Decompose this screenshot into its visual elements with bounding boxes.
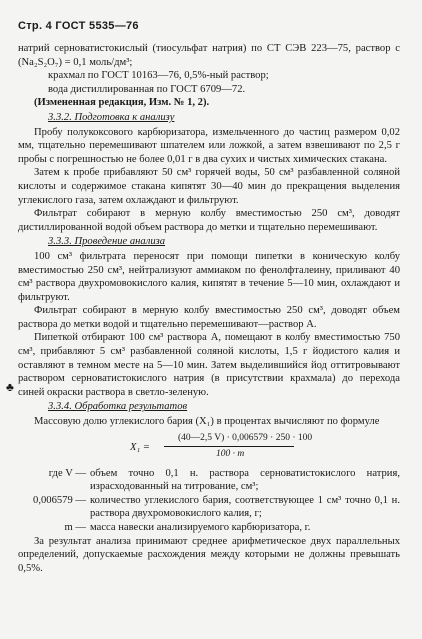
variable-definitions: [18, 467, 400, 535]
formula-lhs: X₁ =: [130, 441, 150, 453]
definition-text: количество углекислого бария, соответствующее 1 см³ точно 0,1 н. раствора двухромовокислого калия, г;: [90, 494, 400, 520]
section-3-3-2-heading: 3.3.2. Подготовка к анализу: [48, 111, 175, 123]
fraction-bar: [164, 446, 294, 447]
paragraph-result: За результат анализа принимают среднее арифметическое двух параллельных определений, допускаемые расхождения между которыми не должны превышать 0,5%.: [18, 535, 400, 574]
paragraph-titration: Пипеткой отбирают 100 см³ раствора А, помещают в колбу вместимостью 750 см³, прибавляют 5 см³ разбавленной соляной кислоты, 1,5 г йодистого калия и оставляют в темном месте на 5—10 мин. Затем выделившийся йод оттитровывают раствором серноватистокислого натрия (в присутствии крахмала) до перехода синей окраски раствора в светло-зеленую.: [18, 332, 400, 398]
definition-term: 0,006579 —: [33, 494, 86, 506]
paragraph-sample-prep: Пробу полукоксового карбюризатора, измельченного до частиц размером 0,02 мм, тщательно перемешивают шпателем или ложкой, а затем взвешивают по 2,5 г пробы с погрешностью не более 0,01 г в два сухих и чистых химических стакана.: [18, 126, 400, 165]
definition-coefficient: [18, 494, 400, 521]
page-body: [18, 42, 400, 575]
section-3-3-3-heading: 3.3.3. Проведение анализа: [48, 236, 166, 248]
formula-denominator: 100 · m: [216, 448, 245, 459]
definition-text: масса навески анализируемого карбюризатора, г.: [90, 522, 311, 533]
section-3-3-4-heading: 3.3.4. Обработка результатов: [48, 401, 188, 413]
paragraph-transfer: 100 см³ фильтрата переносят при помощи пипетки в коническую колбу вместимостью 250 см³, нейтрализуют аммиаком по фенолфталеину, приливают 40 см³ раствора двухромовокислого калия, кипятят в течение 5—10 мин, охлаждают и фильтруют.: [18, 250, 400, 303]
reagent-thiosulfate: натрий серноватистокислый (тиосульфат натрия) по СТ СЭВ 223—75, раствор c (Na₂S₂O₇) = 0,1 моль/дм³;: [18, 43, 400, 68]
definition-term: m —: [64, 522, 86, 533]
definition-text: объем точно 0,1 н. раствора серноватистокислого натрия, израсходованный на титрование, см³;: [90, 467, 400, 493]
definition-m: [18, 521, 400, 535]
paragraph-add-water: Затем к пробе прибавляют 50 см³ горячей воды, 50 см³ разбавленной соляной кислоты и содержимое стакана кипятят 30—40 мин до прекращения выделения углекислого газа, затем охлаждают и фильтруют.: [18, 167, 400, 206]
margin-mark-icon: ♣: [6, 380, 14, 394]
reagent-water: вода дистиллированная по ГОСТ 6709—72.: [48, 83, 246, 95]
paragraph-filtrate: Фильтрат собирают в мерную колбу вместимостью 250 см³, доводят дистиллированной водой объем раствора до метки и тщательно перемешивают.: [18, 208, 400, 233]
formula-x1: [18, 432, 400, 464]
page-header: Стр. 4 ГОСТ 5535—76: [18, 20, 139, 32]
reagent-starch: крахмал по ГОСТ 10163—76, 0,5%-ный раствор;: [48, 70, 269, 82]
revision-note: (Измененная редакция, Изм. № 1, 2).: [34, 97, 210, 109]
definition-v: [18, 467, 400, 494]
definition-term: где V —: [48, 467, 86, 479]
formula-numerator: (40—2,5 V) · 0,006579 · 250 · 100: [178, 432, 313, 443]
paragraph-formula-intro: Массовую долю углекислого бария (X₁) в процентах вычисляют по формуле: [34, 416, 380, 428]
paragraph-solution-a: Фильтрат собирают в мерную колбу вместимостью 250 см³, доводят объем раствора до метки водой и тщательно перемешивают—раствор А.: [18, 305, 400, 330]
